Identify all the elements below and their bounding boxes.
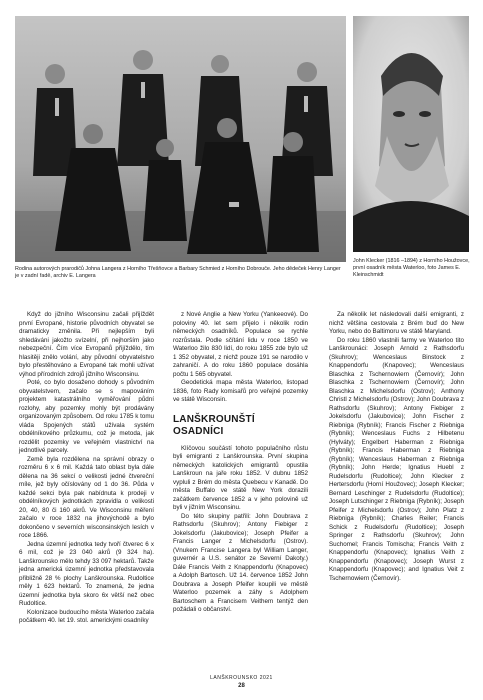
paragraph: Klíčovou součástí tohoto populačního růstu byli emigranti z Lanškrounska. První skupina německých katolických emigrantů opustila Lanškroun na jaře roku 1852. V dubnu 1852 vypluli z Brém do města Quebecu v Kanadě. Do města Buffalo ve státě New York dorazili začátkem července 1852 a v jeho polovině už byli v jižním Wisconsinu. xyxy=(173,444,308,511)
portrait-photo xyxy=(353,16,469,252)
page-number: 28 xyxy=(238,683,245,689)
paragraph: Jedna územní jednotka tedy tvoří čtverec 6 x 6 mil, což je 23 040 akrů (9 324 ha). Lanškrounsko mělo tehdy 33 097 hektarů. Takže jedna americká územní jednotka představovala přibližně 28 % plochy Lanškrounska. Rudoltice měly 1 623 hektarů. To znamená, že jedna územní jednotka byla skoro 6x větší než obec Rudoltice. xyxy=(19,540,154,607)
paragraph: Do roku 1860 vlastnili farmy ve Waterloo tito Lanškrounáci: Joseph Arnold z Rathsdorfu (Skuhrov); Wenceslaus Binstock z Knappendorfu (Knapovec); Wenceslaus Blaschka z Tschernowiern (Černovír); John Blaschka z Tschernowiern (Černovír); John Blaschka z Michelsdorfu (Ostrov); Anthony Christl z Michelsdorfu (Ostrov); John Doubrava z Rathsdorfu (Skuhrov); Antony Fiebiger z Jokelsdorfu (Jakubovice); John Fischer z Riebniga (Rybník); Francis Fischer z Riebniga (Rybník); Wenceslaus Fuchs z Hilbetenu (Hylváty); Engelbert Haberman z Riebniga (Rybník); Francis Haberman z Riebniga (Rybník); Wenceslaus Haberman z Riebniga (Rybník); John Herde; Ignatius Huebl z Rudelsdorfu (Rudoltice); John Klecker z Hertersdorfu (Horní Houžovec); Joseph Klecker; Bernard Leschinger z Rudelsdorfu (Rudoltice); Joseph Lutschinger z Riebniga (Rybník); Joseph Pfeifer z Michelsdorfu (Ostrov); John Platz z Riebniga (Rybník); Charles Reiler; Francis Schick z Rudelsdorfu (Rudoltice); Joseph Springer z Rathsdorfu (Skuhrov); John Suchomel; Francis Tomischa; Francis Veith z Knappendorfu (Knapovec); Ignatius Veith z Knappendorfu (Knapovec); Joseph Wurst z Knappendorfu (Knapovec); and Ignatius Veit z Tschernowiern (Černovír). xyxy=(329,336,464,582)
paragraph: Kolonizace budoucího města Waterloo začala počátkem 40. let 19. stol. americkými osadníky xyxy=(19,608,154,624)
paragraph: Geodetická mapa města Waterloo, listopad 1836, foto Rady komisařů pro veřejné pozemky ve státě Wisconsin. xyxy=(173,379,308,403)
section-heading: LANŠKROUNŠTÍ OSADNÍCI xyxy=(173,413,255,437)
publication-name: LANŠKROUNSKO 2021 xyxy=(210,675,273,681)
text-column-2 xyxy=(173,311,308,615)
portrait-photo-caption: John Klecker (1816 –1894) z Horního Houžovce, první osadník města Waterloo, foto James E. Kleinschmidt xyxy=(353,258,470,279)
paragraph: Poté, co bylo dosaženo dohody s původním obyvatelstvem, začalo se s mapováním projektem katastrálního vyměřování půdní rozlohy, aby pozemky mohly být prodávány organizovaným způsobem. Od roku 1785 k tomu vláda Spojených států užívala systém obdélníkového průzkumu, což je metoda, jak rozdělit pozemky ve veřejném vlastnictví na jednotlivé parcely. xyxy=(19,379,154,454)
text-column-3 xyxy=(329,311,464,583)
paragraph: Země byla rozdělena na správní obrazy o rozměru 6 x 6 mil. Každá tato oblast byla dále dělena na 36 sekcí o velikosti jedné čtvereční míle, jež byly očíslovány od 1 do 36. Půda v každé sekci byla pak nabídnuta k prodeji v obdélníkových jednotkách zpravidla o velikosti 20, 40, 80 či 160 akrů. Ve Wisconsinu měření začalo v roce 1832 na jihovýchodě a bylo dokončeno v severních wisconsinských lesích v roce 1866. xyxy=(19,455,154,539)
family-photo-caption: Rodina autorových prarodičů Johna Langera z Horního Třešňovce a Barbary Schmied z Horního Dobrouče. Jeho dědeček Henry Langer je v zadní řadě, archiv E. Langera xyxy=(15,266,341,280)
paragraph: Když do jižního Wisconsinu začali přijíždět první Evropané, historie původních obyvatel se dramaticky změnila. Při nejlepším byli shledáváni jakožto svízelní, při nejhorším jako nebezpeční. Čím více Evropanů přijíždělo, tím hlasitěji znělo volání, aby původní obyvatelstvo bylo přestěhováno a Evropané tak mohli užívat výhod přírodních zdrojů jižního Wisconsinu. xyxy=(19,311,154,378)
paragraph: z Nové Anglie a New Yorku (Yankeeové). Do poloviny 40. let sem přijelo i několik rodin německých osadníků. Populace se rychle rozrůstala. Podle sčítání lidu v roce 1850 ve Waterloo žilo 830 lidí, do roku 1855 zde bylo už 1 352 obyvatel, z nichž pouze 191 se narodilo v zahraničí. A do roku 1860 populace dosáhla počtu 1 565 obyvatel. xyxy=(173,311,308,378)
paragraph: Za několik let následovali další emigranti, z nichž většina cestovala z Brém buď do New Yorku, nebo do Baltimoru ve státě Maryland. xyxy=(329,311,464,335)
family-photo xyxy=(15,16,346,262)
paragraph: Do této skupiny patřili: John Doubrava z Rathsdorfu (Skuhrov); Antony Fiebiger z Jokelsdorfu (Jakubovice); Joseph Pfeifer a Francis Langer z Michelsdorfu (Ostrov). (Vnukem Francise Langera byl William Langer, guvernér a U.S. senátor ze Severní Dakoty.) Dále Francis Veith z Knappendorfu (Knapovec) a Adolph Bartosch. Už 14. července 1852 John Doubrava a Joseph Pfeifer koupili ve městě Waterloo pozemek a záhy s Adolphem Bartoschem a Francisem Veithem tentýž den požádali o občanství. xyxy=(173,512,308,613)
text-column-1 xyxy=(19,311,154,626)
